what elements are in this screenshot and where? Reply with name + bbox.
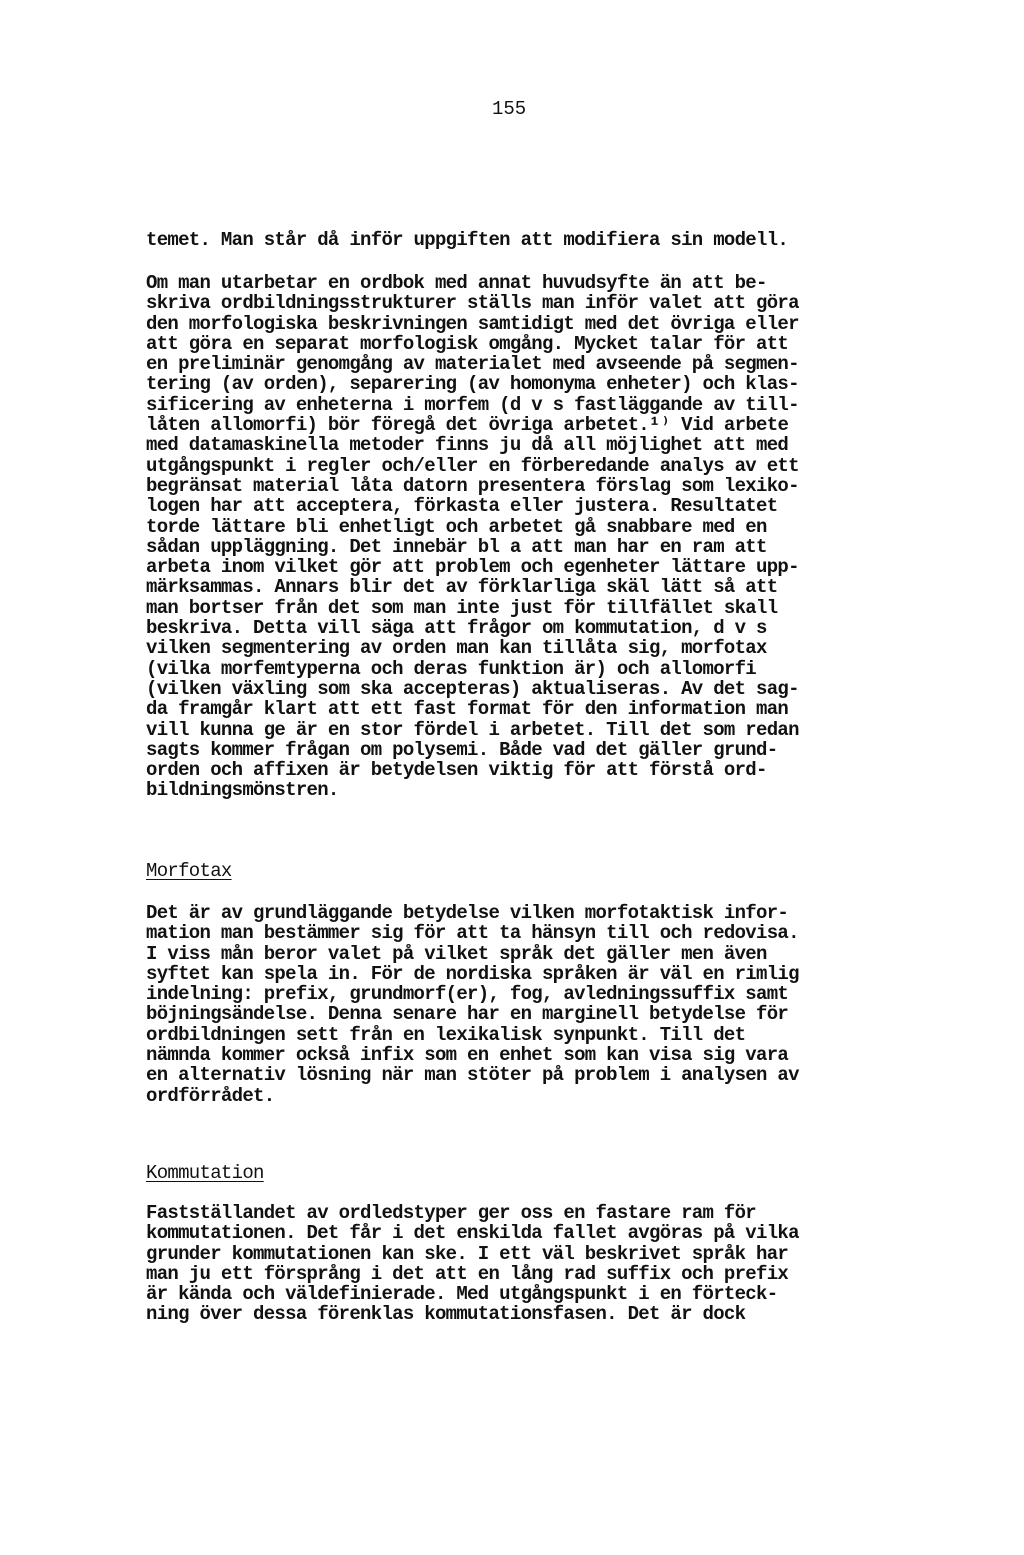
text-line: skriva ordbildningsstrukturer ställs man inför valet att göra [146, 292, 799, 315]
text-line: bildningsmönstren. [146, 779, 339, 802]
main-paragraph [146, 273, 906, 801]
text-line: ning över dessa förenklas kommutationsfasen. Det är dock [146, 1303, 746, 1326]
text-line: torde lättare bli enhetligt och arbetet gå snabbare med en [146, 515, 767, 538]
text-line: sagts kommer frågan om polysemi. Både vad det gäller grund- [146, 738, 778, 761]
text-line: syftet kan spela in. För de nordiska språken är väl en rimlig [146, 962, 799, 985]
text-line: utgångspunkt i regler och/eller en förberedande analys av ett [146, 454, 799, 477]
text-line: vilken segmentering av orden man kan tillåta sig, morfotax [146, 637, 767, 660]
text-line: Det är av grundläggande betydelse vilken morfotaktisk infor- [146, 902, 789, 924]
text-line: ordbildningen sett från en lexikalisk synpunkt. Till det [146, 1023, 746, 1046]
text-line: att göra en separat morfologisk omgång. Mycket talar för att [146, 332, 789, 355]
text-line: är kända och väldefinierade. Med utgångspunkt i en förteck- [146, 1283, 778, 1306]
intro-paragraph [146, 230, 906, 250]
text-line: tering (av orden), separering (av homonyma enheter) och klas- [146, 373, 799, 396]
kommutation-paragraph [146, 1203, 906, 1325]
text-line: temet. Man står då inför uppgiften att modifiera sin modell. [146, 229, 789, 251]
text-line: nämnda kommer också infix som en enhet som kan visa sig vara [146, 1044, 789, 1067]
text-line: den morfologiska beskrivningen samtidigt med det övriga eller [146, 312, 799, 335]
text-line: Om man utarbetar en ordbok med annat huvudsyfte än att be- [146, 272, 767, 294]
text-line: man ju ett försprång i det att en lång rad suffix och prefix [146, 1262, 789, 1285]
text-line: med datamaskinella metoder finns ju då all möjlighet att med [146, 434, 789, 457]
text-line: orden och affixen är betydelsen viktig för att förstå ord- [146, 759, 767, 782]
text-line: kommutationen. Det får i det enskilda fallet avgöras på vilka [146, 1222, 799, 1245]
text-line: böjningsändelse. Denna senare har en marginell betydelse för [146, 1003, 789, 1026]
text-line: I viss mån beror valet på vilket språk det gäller men även [146, 942, 767, 965]
text-line: en preliminär genomgång av materialet med avseende på segmen- [146, 353, 799, 376]
text-line: en alternativ lösning när man stöter på problem i analysen av [146, 1064, 799, 1087]
text-line: beskriva. Detta vill säga att frågor om kommutation, d v s [146, 617, 767, 640]
text-line: sificering av enheterna i morfem (d v s fastläggande av till- [146, 393, 799, 416]
text-line: mation man bestämmer sig för att ta hänsyn till och redovisa. [146, 922, 799, 945]
page-number: 155 [492, 98, 527, 120]
text-line: (vilken växling som ska accepteras) aktualiseras. Av det sag- [146, 677, 799, 700]
text-line: arbeta inom vilket gör att problem och egenheter lättare upp- [146, 556, 799, 579]
text-line: sådan uppläggning. Det innebär bl a att man har en ram att [146, 535, 767, 558]
text-line: märksammas. Annars blir det av förklarliga skäl lätt så att [146, 576, 778, 599]
text-line: ordförrådet. [146, 1084, 275, 1107]
text-line: låten allomorfi) bör föregå det övriga arbetet.¹⁾ Vid arbete [146, 414, 789, 437]
section-heading-kommutation: Kommutation [146, 1162, 264, 1184]
text-line: indelning: prefix, grundmorf(er), fog, avledningssuffix samt [146, 983, 789, 1006]
text-line: Fastställandet av ordledstyper ger oss en fastare ram för [146, 1202, 757, 1224]
text-line: begränsat material låta datorn presentera förslag som lexiko- [146, 474, 799, 497]
text-line: da framgår klart att ett fast format för den information man [146, 698, 789, 721]
text-line: vill kunna ge är en stor fördel i arbetet. Till det som redan [146, 718, 799, 741]
text-line: man bortser från det som man inte just för tillfället skall [146, 596, 778, 619]
morfotax-paragraph [146, 903, 906, 1106]
text-line: logen har att acceptera, förkasta eller justera. Resultatet [146, 495, 778, 518]
text-line: grunder kommutationen kan ske. I ett väl beskrivet språk har [146, 1242, 789, 1265]
text-line: (vilka morfemtyperna och deras funktion är) och allomorfi [146, 657, 757, 680]
section-heading-morfotax: Morfotax [146, 860, 232, 882]
